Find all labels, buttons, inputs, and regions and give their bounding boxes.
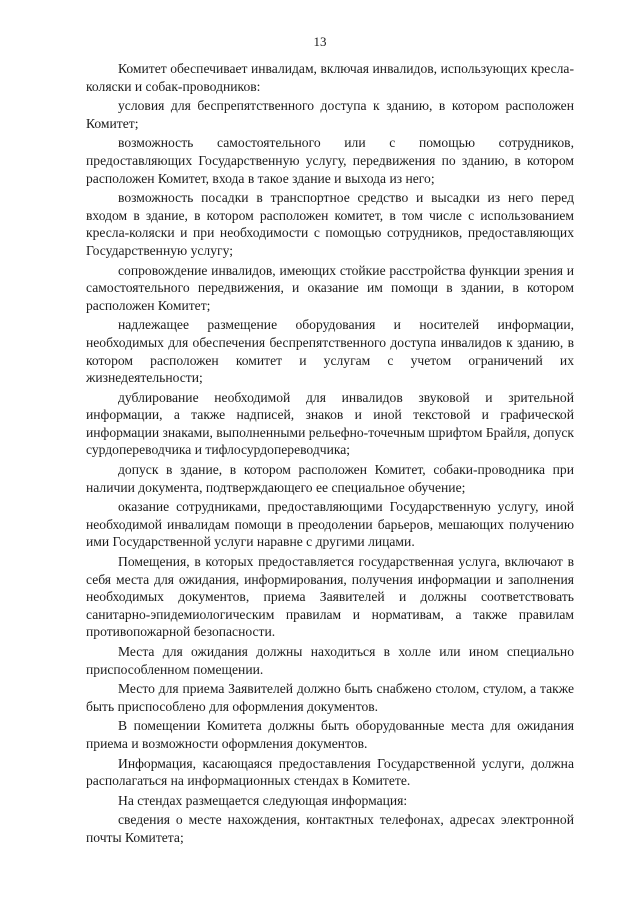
paragraph-3: возможность самостоятельного или с помощью сотрудников, предоставляющих Государственную услугу, передвижения по зданию, в котором расположен Комитет, входа в такое здание и выхода из него; [86,135,574,186]
paragraph-6: надлежащее размещение оборудования и носителей информации, необходимых для обеспечения беспрепятственного доступа инвалидов к зданию, в котором расположен комитет и услугам с учетом ограничений их жизнедеятельности; [86,317,574,386]
paragraph-8: допуск в здание, в котором расположен Комитет, собаки-проводника при наличии документа, подтверждающего ее специальное обучение; [86,462,574,495]
paragraph-5: сопровождение инвалидов, имеющих стойкие расстройства функции зрения и самостоятельного передвижения, и оказание им помощи в здании, в котором расположен Комитет; [86,262,574,313]
paragraph-14: Информация, касающаяся предоставления Государственной услуги, должна располагаться на информационных стендах в Комитете. [86,755,574,789]
paragraph-4: возможность посадки в транспортное средство и высадки из него перед входом в здание, в котором расположен комитет, в том числе с использованием кресла-коляски и при необходимости с помощью сотрудников, предоставляющих Государственную услугу; [86,190,574,258]
paragraph-15: На стендах размещается следующая информация: [118,792,408,808]
paragraph-13: В помещении Комитета должны быть оборудованные места для ожидания приема и возможности оформления документов. [86,718,574,751]
document-body [86,60,574,849]
paragraph-9: оказание сотрудниками, предоставляющими Государственную услугу, иной необходимой инвалидам помощи в преодолении барьеров, мешающих получению ими Государственной услуги наравне с другими лицами. [86,499,574,550]
paragraph-16: сведения о месте нахождения, контактных телефонах, адресах электронной почты Комитета; [86,812,574,845]
paragraph-10: Помещения, в которых предоставляется государственная услуга, включают в себя места для ожидания, информирования, получения информации и заполнения необходимых документов, приема Заявителей и должны соответствовать санитарно-эпидемиологическим правилам и нормативам, а также правилам противопожарной безопасности. [86,554,574,640]
paragraph-1: Комитет обеспечивает инвалидам, включая инвалидов, использующих кресла-коляски и собак-проводников: [86,61,574,94]
paragraph-11: Места для ожидания должны находиться в холле или ином специально приспособленном помещении. [86,644,574,677]
paragraph-12: Место для приема Заявителей должно быть снабжено столом, стулом, а также быть приспособлено для оформления документов. [86,681,574,714]
page-number: 13 [313,34,327,49]
paragraph-7: дублирование необходимой для инвалидов звуковой и зрительной информации, а также надписей, знаков и иной текстовой и графической информации знаками, выполненными рельефно-точечным шрифтом Брайля, допуск сурдопереводчика и тифлосурдопереводчика; [86,389,575,458]
paragraph-2: условия для беспрепятственного доступа к зданию, в котором расположен Комитет; [86,98,574,131]
